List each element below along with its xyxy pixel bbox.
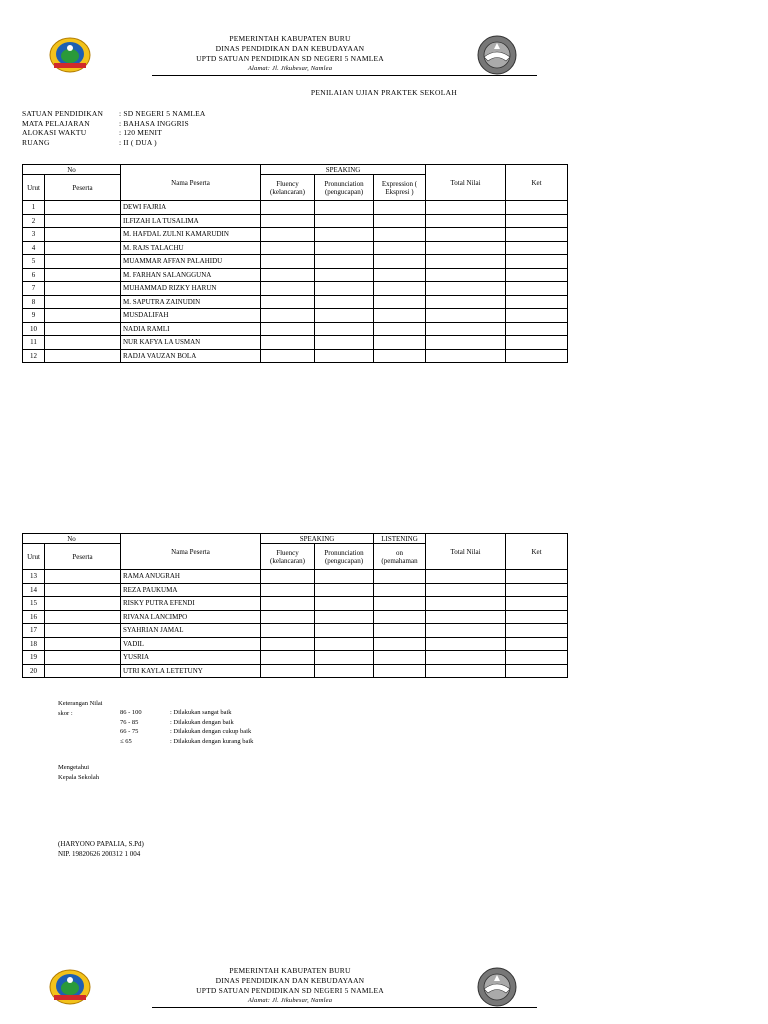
fluency-cell xyxy=(261,651,315,665)
document-title: PENILAIAN UJIAN PRAKTEK SEKOLAH xyxy=(310,88,458,97)
total-cell xyxy=(426,610,506,624)
ket-cell xyxy=(506,570,568,584)
student-name: YUSRIA xyxy=(121,651,261,665)
total-cell xyxy=(426,255,506,269)
third-score-cell xyxy=(374,268,426,282)
letterhead-text xyxy=(40,966,540,1006)
pronunciation-cell xyxy=(315,322,374,336)
score-table-1 xyxy=(22,164,568,363)
gov-name: PEMERINTAH KABUPATEN BURU xyxy=(229,34,351,43)
header-divider xyxy=(152,1007,537,1008)
fluency-cell xyxy=(261,664,315,678)
table-row xyxy=(23,597,568,611)
pronunciation-cell xyxy=(315,610,374,624)
pronunciation-cell xyxy=(315,624,374,638)
total-cell xyxy=(426,349,506,363)
table-row xyxy=(23,268,568,282)
ket-cell xyxy=(506,241,568,255)
score-table-2 xyxy=(22,533,568,678)
address: Alamat: Jl. Jikubesar, Namlea xyxy=(247,65,333,72)
header-expression-sub: Ekspresi ) xyxy=(385,187,414,196)
third-score-cell xyxy=(374,651,426,665)
info-value: : BAHASA INGGRIS xyxy=(119,118,189,128)
header-divider xyxy=(152,75,537,76)
total-cell xyxy=(426,309,506,323)
pronunciation-cell xyxy=(315,268,374,282)
student-name: NADIA RAMLI xyxy=(121,322,261,336)
pronunciation-cell xyxy=(315,295,374,309)
total-cell xyxy=(426,282,506,296)
header-pronunciation xyxy=(315,175,374,201)
header-expression-label: Expression ( xyxy=(381,179,418,188)
row-number: 1 xyxy=(23,201,45,215)
header-comprehension-label: on xyxy=(396,548,403,557)
student-name: M. FARHAN SALANGGUNA xyxy=(121,268,261,282)
row-number: 15 xyxy=(23,597,45,611)
row-number: 14 xyxy=(23,583,45,597)
header-name: Nama Peserta xyxy=(121,534,261,570)
header-urut: Urut xyxy=(23,175,45,201)
ket-cell xyxy=(506,583,568,597)
ket-cell xyxy=(506,624,568,638)
student-name: UTRI KAYLA LETETUNY xyxy=(121,664,261,678)
third-score-cell xyxy=(374,309,426,323)
pronunciation-cell xyxy=(315,201,374,215)
row-number: 20 xyxy=(23,664,45,678)
header-no: No xyxy=(23,534,121,544)
pronunciation-cell xyxy=(315,336,374,350)
header-pronunciation-sub: (pengucapan) xyxy=(324,556,364,565)
row-number: 9 xyxy=(23,309,45,323)
student-name: MUAMMAR AFFAN PALAHIDU xyxy=(121,255,261,269)
row-number: 13 xyxy=(23,570,45,584)
total-cell xyxy=(426,201,506,215)
third-score-cell xyxy=(374,583,426,597)
school-unit: UPTD SATUAN PENDIDIKAN SD NEGERI 5 NAMLEA xyxy=(196,54,384,63)
total-cell xyxy=(426,664,506,678)
table-row xyxy=(23,336,568,350)
fluency-cell xyxy=(261,583,315,597)
total-cell xyxy=(426,637,506,651)
row-number: 17 xyxy=(23,624,45,638)
third-score-cell xyxy=(374,255,426,269)
table-row xyxy=(23,570,568,584)
row-number: 5 xyxy=(23,255,45,269)
table-row xyxy=(23,664,568,678)
peserta-cell xyxy=(45,255,121,269)
student-name: ILFIZAH LA TUSALIMA xyxy=(121,214,261,228)
third-score-cell xyxy=(374,322,426,336)
legend-range: 86 - 100 xyxy=(120,709,142,716)
legend-desc: : Dilakukan dengan baik xyxy=(170,718,234,726)
fluency-cell xyxy=(261,349,315,363)
header-comprehension-sub: (pemahaman xyxy=(381,556,418,565)
legend-ranges xyxy=(120,708,253,746)
third-score-cell xyxy=(374,228,426,242)
header-pronunciation-label: Pronunciation xyxy=(324,179,364,188)
third-score-cell xyxy=(374,241,426,255)
fluency-cell xyxy=(261,255,315,269)
ket-cell xyxy=(506,664,568,678)
third-score-cell xyxy=(374,336,426,350)
fluency-cell xyxy=(261,637,315,651)
header-fluency-label: Fluency xyxy=(276,179,299,188)
student-name: MUHAMMAD RIZKY HARUN xyxy=(121,282,261,296)
ket-cell xyxy=(506,214,568,228)
approval-block xyxy=(58,763,99,782)
office-name: DINAS PENDIDIKAN DAN KEBUDAYAAN xyxy=(215,44,365,53)
row-number: 2 xyxy=(23,214,45,228)
legend-sub: skor : xyxy=(58,709,73,717)
fluency-cell xyxy=(261,228,315,242)
peserta-cell xyxy=(45,282,121,296)
pronunciation-cell xyxy=(315,255,374,269)
student-name: RIVANA LANCIMPO xyxy=(121,610,261,624)
legend-desc: : Dilakukan sangat baik xyxy=(170,709,232,716)
letterhead xyxy=(40,34,540,84)
table-row xyxy=(23,228,568,242)
fluency-cell xyxy=(261,336,315,350)
row-number: 8 xyxy=(23,295,45,309)
third-score-cell xyxy=(374,282,426,296)
table-row xyxy=(23,637,568,651)
pronunciation-cell xyxy=(315,570,374,584)
peserta-cell xyxy=(45,651,121,665)
legend-range: 66 - 75 xyxy=(120,728,139,735)
row-number: 3 xyxy=(23,228,45,242)
fluency-cell xyxy=(261,241,315,255)
student-name: M. SAPUTRA ZAINUDIN xyxy=(121,295,261,309)
header-urut: Urut xyxy=(23,544,45,570)
row-number: 10 xyxy=(23,322,45,336)
info-value: : SD NEGERI 5 NAMLEA xyxy=(119,109,206,118)
total-cell xyxy=(426,597,506,611)
gov-name: PEMERINTAH KABUPATEN BURU xyxy=(229,966,351,975)
pronunciation-cell xyxy=(315,583,374,597)
peserta-cell xyxy=(45,570,121,584)
peserta-cell xyxy=(45,597,121,611)
school-unit: UPTD SATUAN PENDIDIKAN SD NEGERI 5 NAMLEA xyxy=(196,986,384,995)
header-pronunciation xyxy=(315,544,374,570)
address: Alamat: Jl. Jikubesar, Namlea xyxy=(247,997,333,1004)
total-cell xyxy=(426,295,506,309)
ket-cell xyxy=(506,336,568,350)
student-name: VADIL xyxy=(121,637,261,651)
ket-cell xyxy=(506,295,568,309)
total-cell xyxy=(426,624,506,638)
row-number: 16 xyxy=(23,610,45,624)
fluency-cell xyxy=(261,295,315,309)
student-name: SYAHRIAN JAMAL xyxy=(121,624,261,638)
exam-info xyxy=(22,109,206,147)
third-score-cell xyxy=(374,597,426,611)
header-listening: LISTENING xyxy=(374,534,426,544)
row-number: 18 xyxy=(23,637,45,651)
header-pronunciation-sub: (pengucapan) xyxy=(324,187,364,196)
pronunciation-cell xyxy=(315,597,374,611)
ket-cell xyxy=(506,637,568,651)
header-fluency-sub: (kelancaran) xyxy=(270,187,305,196)
office-name: DINAS PENDIDIKAN DAN KEBUDAYAAN xyxy=(215,976,365,985)
legend-title: Keterangan Nilai xyxy=(58,700,103,707)
table-row xyxy=(23,610,568,624)
ket-cell xyxy=(506,255,568,269)
ket-cell xyxy=(506,282,568,296)
info-label: RUANG xyxy=(22,137,50,147)
third-score-cell xyxy=(374,295,426,309)
student-name: DEWI FAJRIA xyxy=(121,201,261,215)
pronunciation-cell xyxy=(315,349,374,363)
ket-cell xyxy=(506,322,568,336)
third-score-cell xyxy=(374,349,426,363)
approval-role: Kepala Sekolah xyxy=(58,773,99,781)
student-name: REZA PAUKUMA xyxy=(121,583,261,597)
student-name: RAMA ANUGRAH xyxy=(121,570,261,584)
fluency-cell xyxy=(261,268,315,282)
header-fluency xyxy=(261,544,315,570)
fluency-cell xyxy=(261,570,315,584)
ket-cell xyxy=(506,610,568,624)
row-number: 4 xyxy=(23,241,45,255)
pronunciation-cell xyxy=(315,309,374,323)
header-total: Total Nilai xyxy=(426,534,506,570)
total-cell xyxy=(426,241,506,255)
info-value: : 120 MENIT xyxy=(119,128,163,137)
ket-cell xyxy=(506,268,568,282)
legend-range: 76 - 85 xyxy=(120,718,139,726)
peserta-cell xyxy=(45,228,121,242)
pronunciation-cell xyxy=(315,241,374,255)
student-name: M. RAJS TALACHU xyxy=(121,241,261,255)
student-name: RADJA VAUZAN BOLA xyxy=(121,349,261,363)
peserta-cell xyxy=(45,637,121,651)
info-value: : II ( DUA ) xyxy=(119,137,157,147)
peserta-cell xyxy=(45,201,121,215)
ket-cell xyxy=(506,228,568,242)
info-label: SATUAN PENDIDIKAN xyxy=(22,109,104,118)
peserta-cell xyxy=(45,295,121,309)
header-comprehension xyxy=(374,544,426,570)
header-fluency-label: Fluency xyxy=(276,548,299,557)
header-speaking: SPEAKING xyxy=(261,165,426,175)
ket-cell xyxy=(506,201,568,215)
info-label: ALOKASI WAKTU xyxy=(22,128,87,137)
header-pronunciation-label: Pronunciation xyxy=(324,548,364,557)
total-cell xyxy=(426,336,506,350)
fluency-cell xyxy=(261,214,315,228)
pronunciation-cell xyxy=(315,282,374,296)
letterhead-text xyxy=(40,34,540,74)
fluency-cell xyxy=(261,624,315,638)
table-row xyxy=(23,282,568,296)
peserta-cell xyxy=(45,349,121,363)
row-number: 6 xyxy=(23,268,45,282)
ket-cell xyxy=(506,651,568,665)
ket-cell xyxy=(506,309,568,323)
table-row xyxy=(23,295,568,309)
peserta-cell xyxy=(45,241,121,255)
ministry-emblem-icon xyxy=(476,966,518,1008)
header-peserta: Peserta xyxy=(45,544,121,570)
fluency-cell xyxy=(261,309,315,323)
table-row xyxy=(23,583,568,597)
fluency-cell xyxy=(261,201,315,215)
letterhead-page-2 xyxy=(40,966,540,1016)
table-row xyxy=(23,201,568,215)
signatory-nip: NIP. 19820626 200312 1 004 xyxy=(58,849,141,858)
table-row xyxy=(23,241,568,255)
ket-cell xyxy=(506,349,568,363)
third-score-cell xyxy=(374,637,426,651)
peserta-cell xyxy=(45,624,121,638)
third-score-cell xyxy=(374,624,426,638)
fluency-cell xyxy=(261,322,315,336)
peserta-cell xyxy=(45,309,121,323)
table-row xyxy=(23,255,568,269)
row-number: 11 xyxy=(23,336,45,350)
ministry-emblem-icon xyxy=(476,34,518,76)
table-row xyxy=(23,349,568,363)
row-number: 12 xyxy=(23,349,45,363)
peserta-cell xyxy=(45,610,121,624)
total-cell xyxy=(426,570,506,584)
peserta-cell xyxy=(45,214,121,228)
table-row xyxy=(23,651,568,665)
signatory xyxy=(58,840,144,859)
header-ket: Ket xyxy=(506,534,568,570)
third-score-cell xyxy=(374,570,426,584)
table-row xyxy=(23,624,568,638)
student-name: NUR KAFYA LA USMAN xyxy=(121,336,261,350)
total-cell xyxy=(426,214,506,228)
row-number: 19 xyxy=(23,651,45,665)
header-speaking: SPEAKING xyxy=(261,534,374,544)
header-name: Nama Peserta xyxy=(121,165,261,201)
legend-range: ≤ 65 xyxy=(120,737,132,745)
student-name: M. HAFDAL ZULNI KAMARUDIN xyxy=(121,228,261,242)
peserta-cell xyxy=(45,268,121,282)
approval-label: Mengetahui xyxy=(58,764,90,771)
header-fluency-sub: (kelancaran) xyxy=(270,556,305,565)
peserta-cell xyxy=(45,336,121,350)
peserta-cell xyxy=(45,664,121,678)
total-cell xyxy=(426,228,506,242)
fluency-cell xyxy=(261,282,315,296)
total-cell xyxy=(426,268,506,282)
student-name: MUSDALIFAH xyxy=(121,309,261,323)
header-fluency xyxy=(261,175,315,201)
third-score-cell xyxy=(374,201,426,215)
signatory-name: (HARYONO PAPALIA, S.Pd) xyxy=(58,840,144,848)
pronunciation-cell xyxy=(315,637,374,651)
row-number: 7 xyxy=(23,282,45,296)
fluency-cell xyxy=(261,610,315,624)
header-no: No xyxy=(23,165,121,175)
pronunciation-cell xyxy=(315,214,374,228)
total-cell xyxy=(426,322,506,336)
total-cell xyxy=(426,583,506,597)
pronunciation-cell xyxy=(315,651,374,665)
header-peserta: Peserta xyxy=(45,175,121,201)
pronunciation-cell xyxy=(315,664,374,678)
third-score-cell xyxy=(374,214,426,228)
student-name: RISKY PUTRA EFENDI xyxy=(121,597,261,611)
peserta-cell xyxy=(45,583,121,597)
legend-desc: : Dilakukan dengan cukup baik xyxy=(170,728,252,735)
peserta-cell xyxy=(45,322,121,336)
ket-cell xyxy=(506,597,568,611)
header-total: Total Nilai xyxy=(426,165,506,201)
header-expression xyxy=(374,175,426,201)
total-cell xyxy=(426,651,506,665)
table-row xyxy=(23,309,568,323)
header-ket: Ket xyxy=(506,165,568,201)
legend-desc: : Dilakukan dengan kurang baik xyxy=(170,737,254,745)
table-row xyxy=(23,322,568,336)
table-row xyxy=(23,214,568,228)
score-legend xyxy=(58,699,254,745)
pronunciation-cell xyxy=(315,228,374,242)
third-score-cell xyxy=(374,610,426,624)
fluency-cell xyxy=(261,597,315,611)
third-score-cell xyxy=(374,664,426,678)
info-label: MATA PELAJARAN xyxy=(22,118,90,128)
